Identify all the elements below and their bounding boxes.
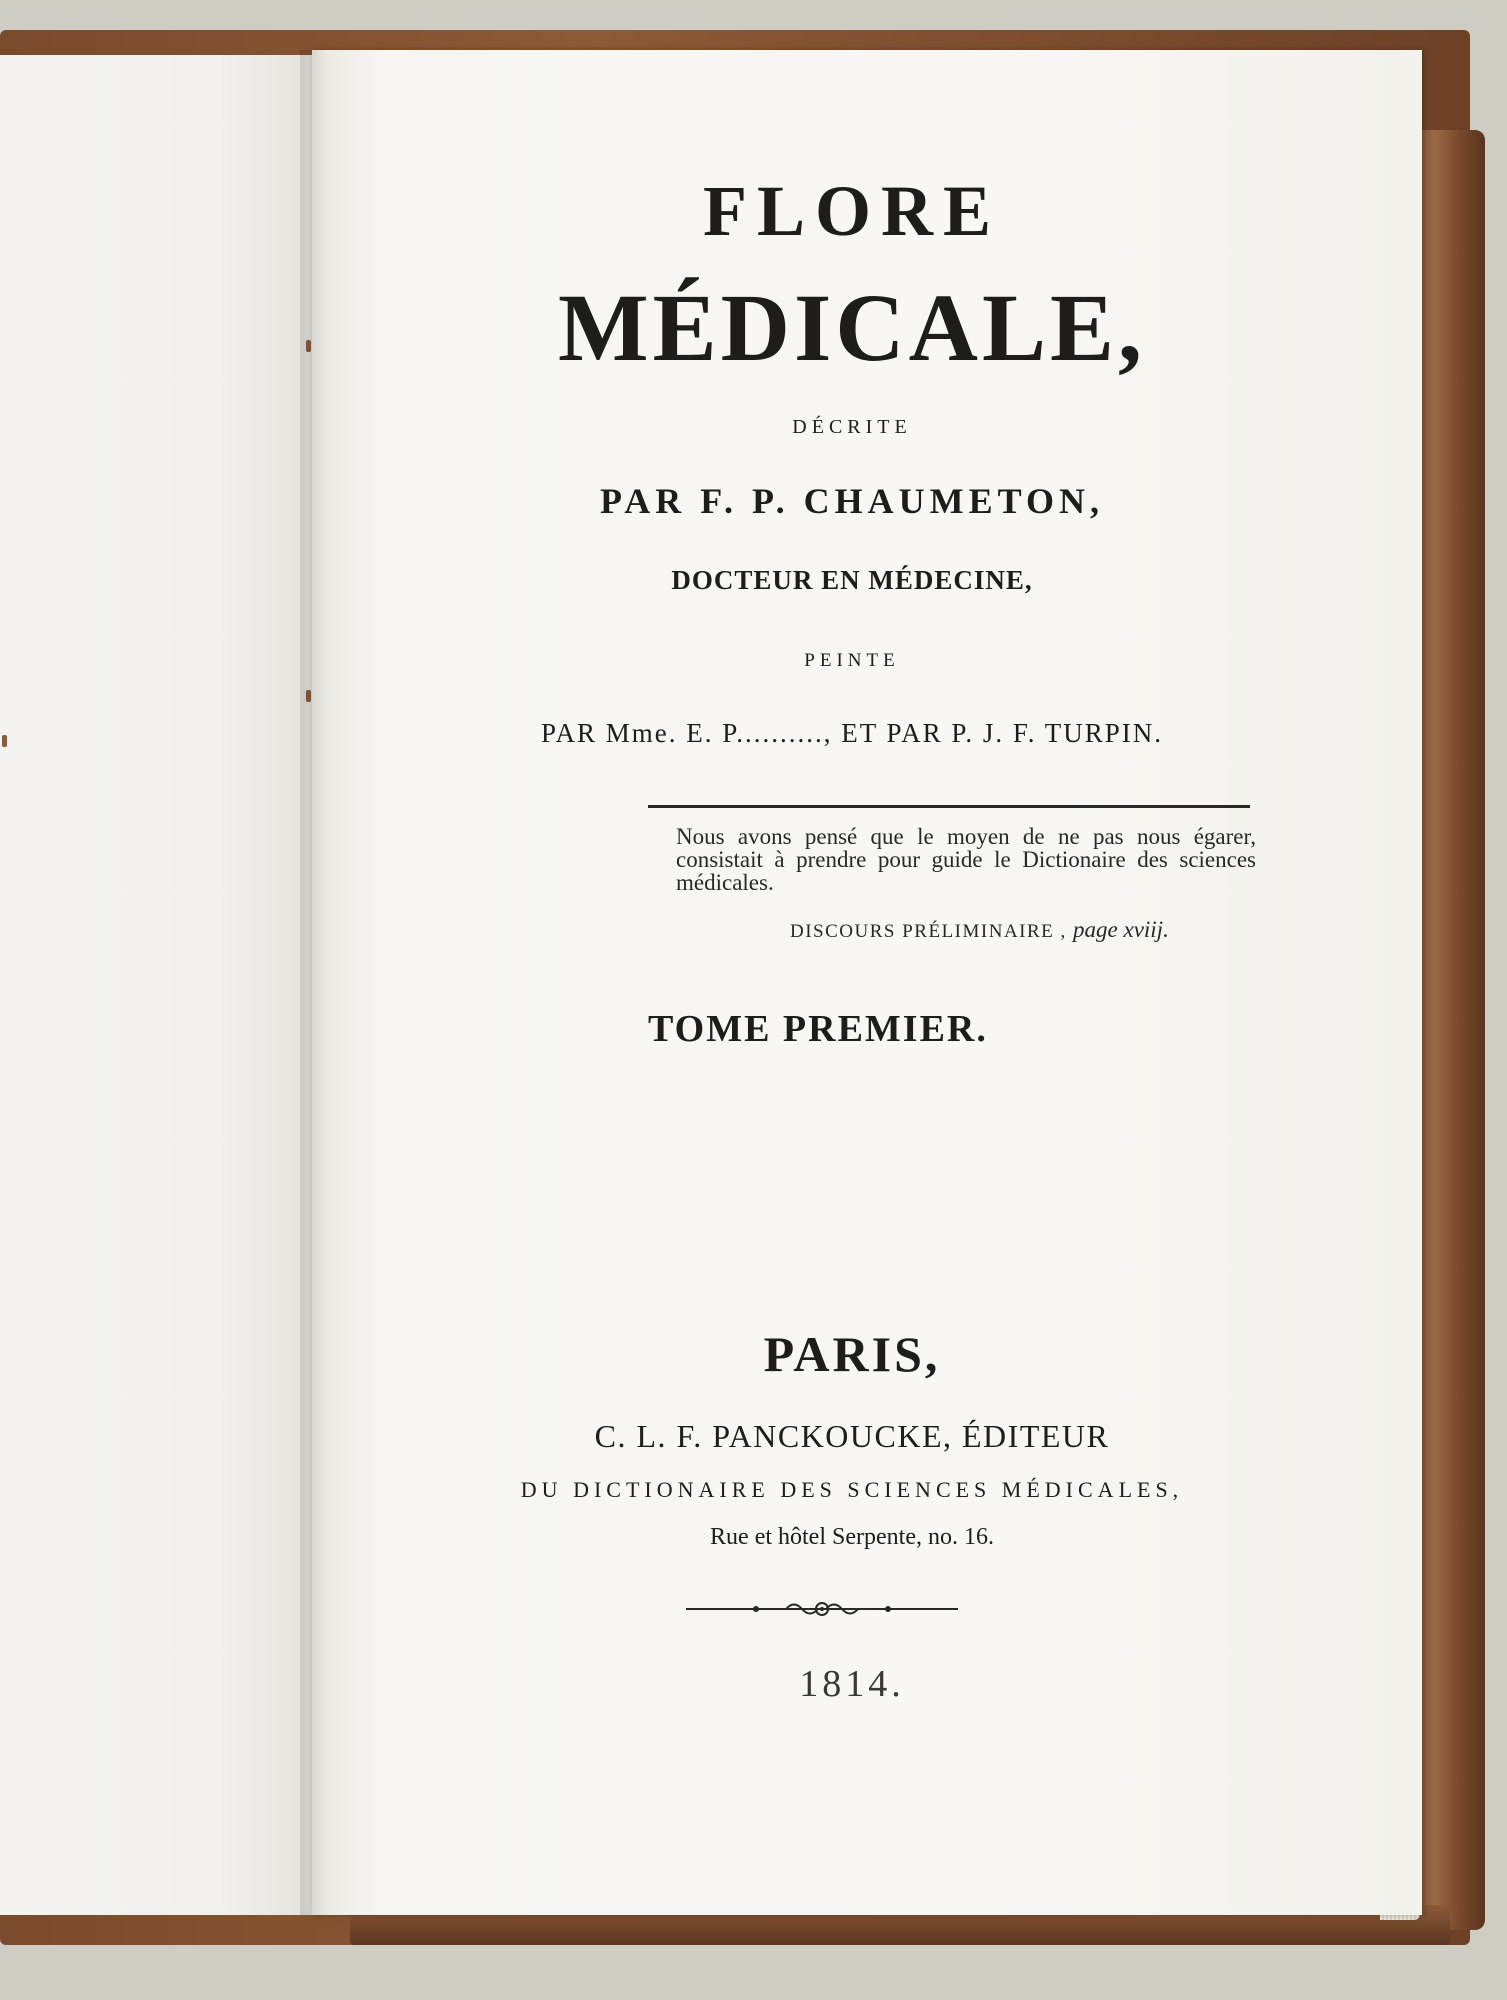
ornament-icon [686,1596,958,1622]
publisher-description: DU DICTIONAIRE DES SCIENCES MÉDICALES, [520,1477,1184,1502]
title-line-1: FLORE [702,171,1002,251]
epigraph-page: page xviij. [1073,917,1169,942]
left-page [0,55,313,1915]
volume-label: TOME PREMIER. [648,1008,988,1050]
title-line-2: MÉDICALE, [557,274,1147,381]
show-through-letter [0,835,60,945]
publisher-address: Rue et hôtel Serpente, no. 16. [710,1524,994,1550]
peinte-label: PEINTE [804,650,900,671]
epigraph-source [790,917,1240,943]
epigraph: Nous avons pensé que le moyen de ne pas nous égarer, consistait à prendre pour guide le Dictionaire des sciences médicales. [676,824,1256,895]
decrite-label: DÉCRITE [792,416,912,438]
publisher: C. L. F. PANCKOUCKE, ÉDITEUR [594,1418,1110,1454]
divider-rule [648,805,1250,808]
illustrators-line: PAR Mme. E. P.........., ET PAR P. J. F. TURPIN. [541,718,1163,748]
author-line: PAR F. P. CHAUMETON, [599,481,1105,521]
epigraph-source-label: DISCOURS PRÉLIMINAIRE , [790,921,1067,942]
author-title: DOCTEUR EN MÉDECINE, [671,565,1033,595]
city: PARIS, [763,1326,941,1382]
publication-year: 1814. [799,1663,905,1705]
binding-hole [2,735,7,747]
